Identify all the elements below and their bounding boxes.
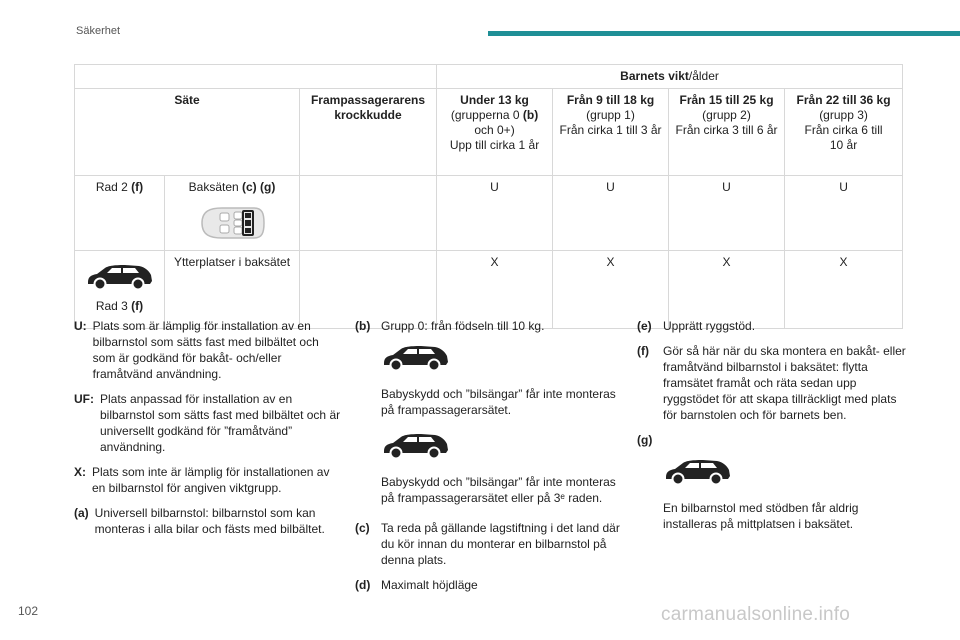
- legend-paragraph: En bilbarnstol med stödben får aldrig installeras på mittplatsen i baksätet.: [663, 501, 859, 531]
- group-title: Från 15 till 25 kg: [679, 93, 774, 107]
- table-cell: U: [669, 176, 785, 251]
- col-header-seat: Säte: [75, 89, 300, 176]
- legend-paragraph: Babyskydd och ”bilsängar” får inte monteras på frampassagerarsätet eller på 3ᵉ raden.: [381, 475, 616, 505]
- group-line2: Från cirka 1 till 3 år: [559, 123, 662, 137]
- legend-text: Plats som inte är lämplig för installationen av en bilbarnstol för angiven viktgrupp.: [92, 465, 330, 495]
- table-row: [75, 176, 903, 251]
- section-title: Säkerhet: [76, 25, 121, 37]
- group-title: Under 13 kg: [460, 93, 529, 107]
- row-label-ref: (f): [131, 180, 144, 194]
- group-line3: 10 år: [829, 138, 858, 152]
- table-cell: U: [553, 176, 669, 251]
- legend-item-e: [637, 318, 907, 334]
- table-cell: U: [785, 176, 903, 251]
- legend-item: [74, 391, 344, 455]
- legend-key: (e): [637, 319, 652, 333]
- table-row: [75, 251, 903, 329]
- legend-paragraph: Babyskydd och ”bilsängar” får inte monteras på frampassagerarsätet.: [381, 387, 616, 417]
- car-icon: [663, 458, 907, 490]
- legend-text: Plats som är lämplig för installation av en bilbarnstol som sätts fast med bilbältet och som är godkänd för bakåt- och/eller framåtvänd användning.: [92, 319, 319, 381]
- group-line2: Från cirka 6 till: [804, 123, 883, 137]
- group-line1: (grupp 1): [586, 108, 635, 122]
- col-header-group-1: [553, 89, 669, 176]
- car-icon: [381, 344, 625, 376]
- legend-item-g: [637, 432, 907, 532]
- legend-text: Upprätt ryggstöd.: [663, 319, 756, 333]
- legend-key: U:: [74, 319, 87, 333]
- legend-text: Plats anpassad för installation av en bilbarnstol som sätts fast med bilbältet och är universellt godkänd för ”framåtvänd” användning.: [100, 392, 341, 454]
- group-title: Från 22 till 36 kg: [796, 93, 891, 107]
- group-line2: och 0+): [474, 123, 515, 137]
- table-cell: X: [437, 251, 553, 329]
- legend-key: (b): [355, 319, 371, 333]
- legend-item-f: [637, 343, 907, 423]
- legend-key: (f): [637, 344, 649, 358]
- legend-item: [74, 505, 344, 537]
- group-title: Från 9 till 18 kg: [566, 93, 655, 107]
- legend-key: (g): [637, 433, 653, 447]
- row-seat-cell: [165, 176, 300, 251]
- group-line1-ref: (b): [522, 108, 539, 122]
- col-header-group-2: [669, 89, 785, 176]
- legend-key: X:: [74, 465, 86, 479]
- weight-header: [437, 65, 903, 89]
- child-seat-table: [74, 64, 903, 329]
- table-cell: X: [785, 251, 903, 329]
- legend-text: Grupp 0: från födseln till 10 kg.: [381, 319, 545, 333]
- row-airbag-cell: [300, 251, 437, 329]
- weight-header-bold: Barnets vikt: [620, 69, 689, 83]
- legend-middle: [355, 318, 625, 602]
- header-accent-bar: [488, 31, 960, 36]
- row-label-text: Rad 2: [95, 180, 132, 194]
- table-cell: X: [669, 251, 785, 329]
- group-line1: (grupperna 0: [450, 108, 523, 122]
- group-line3: Upp till cirka 1 år: [449, 138, 540, 152]
- weight-header-rest: /ålder: [688, 69, 719, 83]
- group-line2: Från cirka 3 till 6 år: [675, 123, 778, 137]
- group-line1: (grupp 3): [819, 108, 868, 122]
- legend-text: Maximalt höjdläge: [381, 578, 478, 592]
- group-line1: (grupp 2): [702, 108, 751, 122]
- table-corner-cell: [75, 65, 437, 89]
- row-airbag-cell: [300, 176, 437, 251]
- legend-left: [74, 318, 344, 546]
- legend-text: Gör så här när du ska montera en bakåt- eller framåtvänd bilbarnstol i baksätet: flytta framsätet framåt och räta sedan upp ryggstödet för att skapa tillräckligt med plats för barnstolen och för barnets ben.: [663, 344, 906, 422]
- legend-key: (d): [355, 578, 371, 592]
- row-label: [75, 176, 165, 251]
- legend-item-c: [355, 520, 625, 568]
- legend-item-b: [355, 318, 625, 506]
- table-cell: X: [553, 251, 669, 329]
- row-seat-cell: Ytterplatser i baksätet: [165, 251, 300, 329]
- legend-key: UF:: [74, 392, 94, 406]
- col-header-group-3: [785, 89, 903, 176]
- row-seat-text: Baksäten: [188, 180, 243, 194]
- row-label-text: Rad 3: [95, 299, 132, 313]
- table-cell: U: [437, 176, 553, 251]
- legend-right: [637, 318, 907, 541]
- row-seat-ref: (c) (g): [242, 180, 276, 194]
- col-header-group-0: [437, 89, 553, 176]
- car-icon: [78, 263, 161, 291]
- page-number: 102: [18, 604, 39, 618]
- legend-text: Universell bilbarnstol: bilbarnstol som kan monteras i alla bilar och fästs med bilbältet.: [94, 506, 325, 536]
- watermark: carmanualsonline.info: [661, 604, 851, 625]
- row-label: [75, 251, 165, 329]
- legend-text: Ta reda på gällande lagstiftning i det land där du kör innan du monterar en bilbarnstol på denna plats.: [381, 521, 620, 567]
- legend-key: (c): [355, 521, 370, 535]
- legend-item: [74, 464, 344, 496]
- seat-layout-icon: [168, 203, 296, 243]
- row-label-ref: (f): [131, 299, 144, 313]
- legend-item-d: [355, 577, 625, 593]
- col-header-airbag: Frampassagerarens krockkudde: [300, 89, 437, 176]
- car-icon: [381, 432, 625, 464]
- legend-item: [74, 318, 344, 382]
- legend-key: (a): [74, 506, 89, 520]
